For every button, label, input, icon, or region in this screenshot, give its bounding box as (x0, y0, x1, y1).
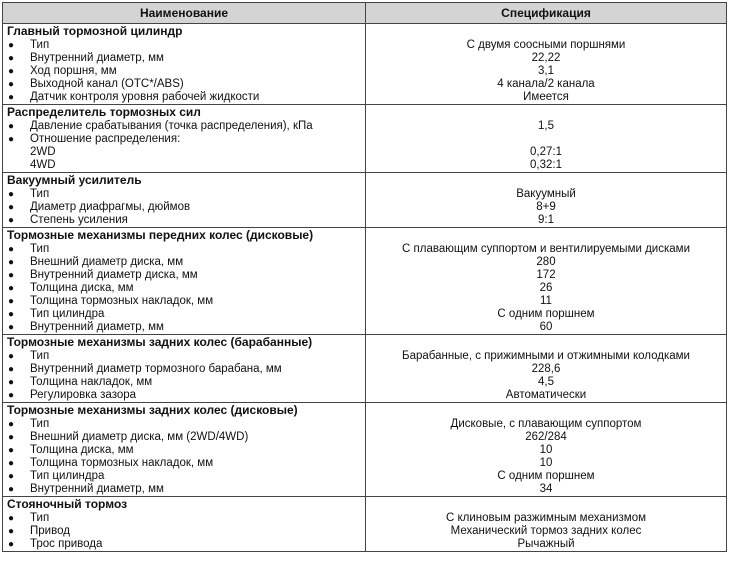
spec-item-value: С плавающим суппортом и вентилируемыми дисками (402, 243, 690, 255)
spec-item-value: С одним поршнем (497, 470, 595, 482)
spec-item (3, 52, 365, 65)
bullet-icon: ● (8, 257, 15, 268)
spec-item-name: Регулировка зазора (30, 389, 137, 401)
spec-item (3, 282, 365, 295)
spec-item-name: Тип (30, 350, 50, 362)
spec-item-name: 2WD (30, 146, 56, 158)
spec-item-name: Тип (30, 418, 50, 430)
spec-item (3, 363, 365, 376)
section-name-cell (3, 497, 366, 552)
spec-item (3, 418, 365, 431)
spec-item-value: 1,5 (538, 120, 554, 132)
bullet-icon: ● (8, 322, 15, 333)
spec-item-value: 34 (539, 483, 553, 495)
spec-item (3, 308, 365, 321)
bullet-icon: ● (8, 92, 15, 103)
spec-item-name: Внутренний диаметр диска, мм (30, 269, 198, 281)
spec-item-name: Датчик контроля уровня рабочей жидкости (30, 91, 260, 103)
spec-item (3, 431, 365, 444)
spec-item-value: 22,22 (531, 52, 561, 64)
section-spec-cell (366, 335, 727, 403)
spec-item (3, 444, 365, 457)
spec-item-value: С одним поршнем (497, 308, 595, 320)
bullet-icon: ● (8, 40, 15, 51)
bullet-icon: ● (8, 526, 15, 537)
spec-item-value: Имеется (523, 91, 569, 103)
bullet-icon: ● (8, 419, 15, 430)
bullet-icon: ● (8, 377, 15, 388)
section-spec-cell (366, 24, 727, 105)
section-title: Тормозные механизмы передних колес (дисковые) (7, 228, 314, 242)
spec-item-value: 8+9 (536, 201, 556, 213)
spec-item-name: Тип цилиндра (30, 308, 105, 320)
section-spec-cell (366, 403, 727, 497)
bullet-icon: ● (8, 53, 15, 64)
spec-item (3, 269, 365, 282)
spec-item (3, 65, 365, 78)
spec-item-name: Выходной канал (OTC*/ABS) (30, 78, 184, 90)
spec-item-value: Рычажный (517, 538, 575, 550)
spec-item-name: Отношение распределения: (30, 133, 181, 145)
header-row (3, 3, 727, 24)
spec-item (3, 512, 365, 525)
spec-item-value: 11 (540, 295, 552, 307)
section-spec-cell (366, 173, 727, 228)
spec-item-value: 0,27:1 (530, 146, 562, 158)
bullet-icon: ● (8, 513, 15, 524)
spec-item-name: Тип (30, 243, 50, 255)
section-row (3, 228, 727, 335)
bullet-icon: ● (8, 484, 15, 495)
spec-item-value: 26 (539, 282, 553, 294)
spec-item-name: Толщина тормозных накладок, мм (30, 457, 214, 469)
spec-item-name: Диаметр диафрагмы, дюймов (30, 201, 191, 213)
section-title: Вакуумный усилитель (7, 173, 142, 187)
spec-item (3, 295, 365, 308)
spec-item-name: Толщина накладок, мм (30, 376, 153, 388)
bullet-icon: ● (8, 134, 15, 145)
bullet-icon: ● (8, 66, 15, 77)
spec-item-value: Автоматически (505, 389, 587, 401)
spec-item-name: Внутренний диаметр тормозного барабана, мм (30, 363, 282, 375)
spec-item (3, 457, 365, 470)
spec-item (3, 376, 365, 389)
spec-item-name: Давление срабатывания (точка распределения), кПа (30, 120, 313, 132)
spec-item-value: С клиновым разжимным механизмом (445, 512, 646, 524)
section-name-cell (3, 173, 366, 228)
spec-item (3, 120, 365, 133)
section-name-cell (3, 105, 366, 173)
bullet-icon: ● (8, 471, 15, 482)
spec-item-name: Тип цилиндра (30, 470, 105, 482)
bullet-icon: ● (8, 390, 15, 401)
section-spec-cell (366, 228, 727, 335)
spec-item-name: Тип (30, 188, 50, 200)
spec-item (3, 39, 365, 52)
spec-item (3, 470, 365, 483)
section-title: Тормозные механизмы задних колес (дисковые) (7, 403, 298, 417)
spec-item-name: Внешний диаметр диска, мм (30, 256, 184, 268)
section-name-cell (3, 24, 366, 105)
bullet-icon: ● (8, 445, 15, 456)
spec-item-value: 10 (539, 444, 553, 456)
spec-item-name: Привод (30, 525, 70, 537)
spec-item-value: 0,32:1 (530, 159, 562, 171)
spec-item (3, 389, 365, 402)
spec-item-value: 228,6 (531, 363, 561, 375)
table-body (3, 24, 727, 552)
bullet-icon: ● (8, 79, 15, 90)
spec-item-value: 9:1 (538, 214, 554, 226)
spec-item-value: Вакуумный (516, 188, 576, 200)
spec-item (3, 525, 365, 538)
spec-item (3, 350, 365, 363)
section-row (3, 24, 727, 105)
spec-item-value: 172 (536, 269, 556, 281)
bullet-icon: ● (8, 539, 15, 550)
spec-item (3, 133, 365, 146)
spec-item-name: Внутренний диаметр, мм (30, 52, 164, 64)
section-row (3, 335, 727, 403)
bullet-icon: ● (8, 296, 15, 307)
section-title: Тормозные механизмы задних колес (барабанные) (7, 335, 313, 349)
section-title: Стояночный тормоз (7, 497, 128, 511)
spec-item-value: 3,1 (538, 65, 554, 77)
spec-item-name: Ход поршня, мм (30, 65, 117, 77)
bullet-icon: ● (8, 121, 15, 132)
spec-item (3, 159, 365, 172)
spec-item (3, 78, 365, 91)
spec-page (2, 2, 726, 552)
bullet-icon: ● (8, 189, 15, 200)
spec-item-name: Внутренний диаметр, мм (30, 483, 164, 495)
spec-item (3, 146, 365, 159)
spec-item (3, 201, 365, 214)
section-spec-cell (366, 497, 727, 552)
bullet-icon: ● (8, 458, 15, 469)
bullet-icon: ● (8, 309, 15, 320)
section-row (3, 497, 727, 552)
spec-item-name: Тип (30, 39, 50, 51)
bullet-icon: ● (8, 244, 15, 255)
spec-item (3, 483, 365, 496)
spec-item-name: Толщина диска, мм (30, 282, 134, 294)
spec-table (2, 2, 727, 552)
spec-item-name: Трос привода (30, 538, 103, 550)
header-spec: Спецификация (366, 3, 727, 24)
spec-item-value: 4,5 (538, 376, 554, 388)
spec-item-value: 4 канала/2 канала (497, 78, 595, 90)
spec-item (3, 538, 365, 551)
spec-item-name: Внешний диаметр диска, мм (2WD/4WD) (30, 431, 249, 443)
bullet-icon: ● (8, 351, 15, 362)
section-name-cell (3, 335, 366, 403)
spec-item-value: Механический тормоз задних колес (450, 525, 642, 537)
section-row (3, 105, 727, 173)
spec-item (3, 188, 365, 201)
bullet-icon: ● (8, 202, 15, 213)
bullet-icon: ● (8, 432, 15, 443)
spec-item-value: Барабанные, с прижимными и отжимными колодками (402, 350, 690, 362)
spec-item-name: Толщина тормозных накладок, мм (30, 295, 214, 307)
spec-item-value: Дисковые, с плавающим суппортом (450, 418, 642, 430)
bullet-icon: ● (8, 283, 15, 294)
section-row (3, 403, 727, 497)
bullet-icon: ● (8, 270, 15, 281)
spec-item-name: Толщина диска, мм (30, 444, 134, 456)
spec-item (3, 243, 365, 256)
spec-item-name: Тип (30, 512, 50, 524)
spec-item-name: Внутренний диаметр, мм (30, 321, 164, 333)
spec-item-value: 10 (539, 457, 553, 469)
header-name: Наименование (3, 3, 366, 24)
spec-item-name: 4WD (30, 159, 56, 171)
spec-item (3, 256, 365, 269)
section-spec-cell (366, 105, 727, 173)
spec-item-name: Степень усиления (30, 214, 128, 226)
bullet-icon: ● (8, 215, 15, 226)
spec-item (3, 321, 365, 334)
section-title: Распределитель тормозных сил (7, 105, 201, 119)
spec-item (3, 91, 365, 104)
spec-item-value: С двумя соосными поршнями (466, 39, 626, 51)
spec-item-value (366, 133, 726, 146)
bullet-icon: ● (8, 364, 15, 375)
spec-item-value: 262/284 (525, 431, 567, 443)
spec-item-value: 60 (539, 321, 553, 333)
section-row (3, 173, 727, 228)
spec-item-value: 280 (536, 256, 556, 268)
section-name-cell (3, 403, 366, 497)
section-name-cell (3, 228, 366, 335)
spec-item (3, 214, 365, 227)
section-title: Главный тормозной цилиндр (7, 24, 183, 38)
